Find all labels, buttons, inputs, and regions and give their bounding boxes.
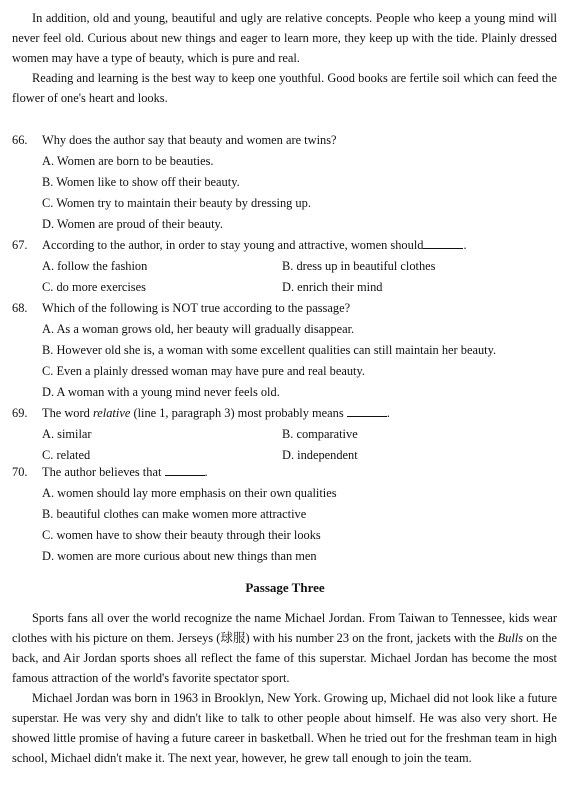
question-number: 70. xyxy=(12,465,28,479)
answer-blank xyxy=(165,463,205,476)
option-a: A. follow the fashion xyxy=(42,259,148,273)
question-text: Why does the author say that beauty and women are twins? xyxy=(42,133,337,147)
passage-text xyxy=(12,608,557,768)
passage-paragraph-1 xyxy=(12,608,557,688)
passage-p1-end: on the back, and Air Jordan sports shoes all reflect the fame of this superstar. Michael Jordan has become the most famous attraction of the world's favorite spectator sport. xyxy=(12,631,557,685)
option-b: B. However old she is, a woman with some excellent qualities can still maintain her beauty. xyxy=(42,343,497,357)
question-number: 69. xyxy=(12,406,28,420)
intro-paragraph-1: In addition, old and young, beautiful and ugly are relative concepts. People who keep a young mind will never feel old. Curious about new things and eager to learn more, they keep up with the tide. Plainly dressed women may have a type of beauty, which is pure and real. xyxy=(12,11,557,65)
question-number: 68. xyxy=(12,301,28,315)
option-d: D. women are more curious about new things than men xyxy=(42,549,317,563)
question-text: Which of the following is NOT true according to the passage? xyxy=(42,301,351,315)
question-number: 66. xyxy=(12,133,28,147)
option-d: D. enrich their mind xyxy=(282,280,383,294)
question-67: 67. According to the author, in order to stay young and attractive, women should . A. follow the fashion B. dress up in beautiful clothes C. do more exercises D. enrich their mind xyxy=(12,235,557,298)
question-69: 69. The word relative (line 1, paragraph 3) most probably means . A. similar B. comparative C. related D. independent xyxy=(12,403,557,466)
option-c: C. Women try to maintain their beauty by dressing up. xyxy=(42,196,311,210)
option-a: A. Women are born to be beauties. xyxy=(42,154,214,168)
option-b: B. comparative xyxy=(282,427,358,441)
question-text-after: (line 1, paragraph 3) most probably means xyxy=(133,406,344,420)
option-a: A. similar xyxy=(42,427,92,441)
question-keyword: relative xyxy=(92,406,131,420)
option-c: C. related xyxy=(42,448,91,462)
option-c: C. do more exercises xyxy=(42,280,146,294)
question-text: The author believes that xyxy=(42,465,162,479)
intro-paragraph-2: Reading and learning is the best way to keep one youthful. Good books are fertile soil which can feed the flower of one's heart and looks. xyxy=(12,71,557,105)
option-b: B. beautiful clothes can make women more attractive xyxy=(42,507,307,521)
intro-text xyxy=(12,8,557,108)
option-c: C. Even a plainly dressed woman may have pure and real beauty. xyxy=(42,364,365,378)
question-number: 67. xyxy=(12,238,28,252)
option-b: B. dress up in beautiful clothes xyxy=(282,259,436,273)
answer-blank xyxy=(347,404,387,417)
question-66 xyxy=(12,130,557,235)
passage-p1-start: Sports fans all over the world recognize the name Michael Jordan. From Taiwan to Tennessee, kids wear clothes with his picture on them. Jerseys (球服) with his number 23 on the front, jackets with the xyxy=(12,611,557,645)
answer-blank xyxy=(423,236,463,249)
question-text-before: The word xyxy=(42,406,90,420)
option-d: D. A woman with a young mind never feels old. xyxy=(42,385,280,399)
option-b: B. Women like to show off their beauty. xyxy=(42,175,240,189)
question-text: According to the author, in order to stay young and attractive, women should xyxy=(42,238,424,252)
passage-title: Passage Three xyxy=(245,580,325,595)
option-a: A. As a woman grows old, her beauty will gradually disappear. xyxy=(42,322,355,336)
team-name: Bulls xyxy=(497,631,524,645)
question-68 xyxy=(12,298,557,403)
question-70: 70. The author believes that . A. women should lay more emphasis on their own qualities B. beautiful clothes can make women more attractive C. women have to show their beauty through their looks D. women are more curious about new things than men xyxy=(12,462,557,567)
option-d: D. independent xyxy=(282,448,358,462)
passage-paragraph-2: Michael Jordan was born in 1963 in Brooklyn, New York. Growing up, Michael did not look like a future superstar. He was very shy and didn't like to talk to other people about himself. He was also very short. He showed little promise of having a future career in basketball. When he tried out for the freshman team in high school, Michael didn't make it. The next year, however, he grew tall enough to join the team. xyxy=(12,691,557,765)
option-a: A. women should lay more emphasis on their own qualities xyxy=(42,486,337,500)
option-d: D. Women are proud of their beauty. xyxy=(42,217,224,231)
option-c: C. women have to show their beauty through their looks xyxy=(42,528,321,542)
